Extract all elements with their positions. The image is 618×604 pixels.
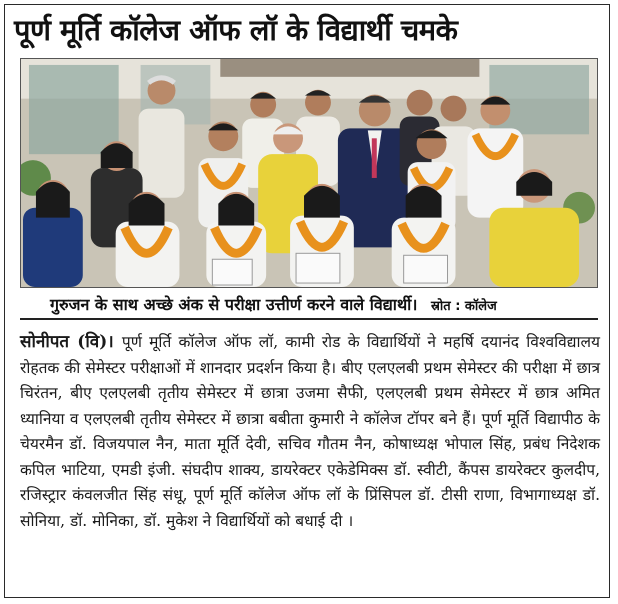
article-body — [20, 330, 600, 534]
photo-caption — [20, 290, 598, 320]
article-dateline: सोनीपत (वि)। — [20, 332, 122, 352]
article-text: पूर्ण मूर्ति कॉलेज ऑफ लॉ, कामी रोड के विद्यार्थियों ने महर्षि दयानंद विश्वविद्यालय रोहतक की सेमेस्टर परीक्षाओं में शानदार प्रदर्शन किया है। बीए एलएलबी प्रथम सेमेस्टर की परीक्षा में छात्र चिरंतन, बीए एलएलबी तृतीय सेमेस्टर में छात्रा उजमा सैफी, एलएलबी प्रथम सेमेस्टर में छात्र अमित ध्यानिया व एलएलबी तृतीय सेमेस्टर में छात्रा बबीता कुमारी ने कॉलेज टॉपर बने हैं। पूर्ण मूर्ति विद्यापीठ के चेयरमैन डॉ. विजयपाल नैन, माता मूर्ति देवी, सचिव गौतम नैन, कोषाध्यक्ष भोपाल सिंह, प्रबंध निदेशक कपिल भाटिया, एमडी इंजी. संघदीप शाक्य, डायरेक्टर एकेडेमिक्स डॉ. स्वीटी, कैंपस डायरेक्टर कुलदीप, रजिस्ट्रार कंवलजीत सिंह संधू, पूर्ण मूर्ति कॉलेज ऑफ लॉ के प्रिंसिपल डॉ. टीसी राणा, विभागाध्यक्ष डॉ. सोनिया, डॉ. मोनिका, डॉ. मुकेश ने विद्यार्थियों को बधाई दी । — [20, 333, 600, 530]
caption-text: गुरुजन के साथ अच्छे अंक से परीक्षा उत्तीर्ण करने वाले विद्यार्थी। — [50, 295, 418, 314]
headline: पूर्ण मूर्ति कॉलेज ऑफ लॉ के विद्यार्थी चमके — [14, 13, 458, 47]
group-photo — [20, 58, 598, 288]
group-photo-icon — [21, 59, 597, 287]
caption-source: स्रोत : कॉलेज — [430, 299, 497, 314]
